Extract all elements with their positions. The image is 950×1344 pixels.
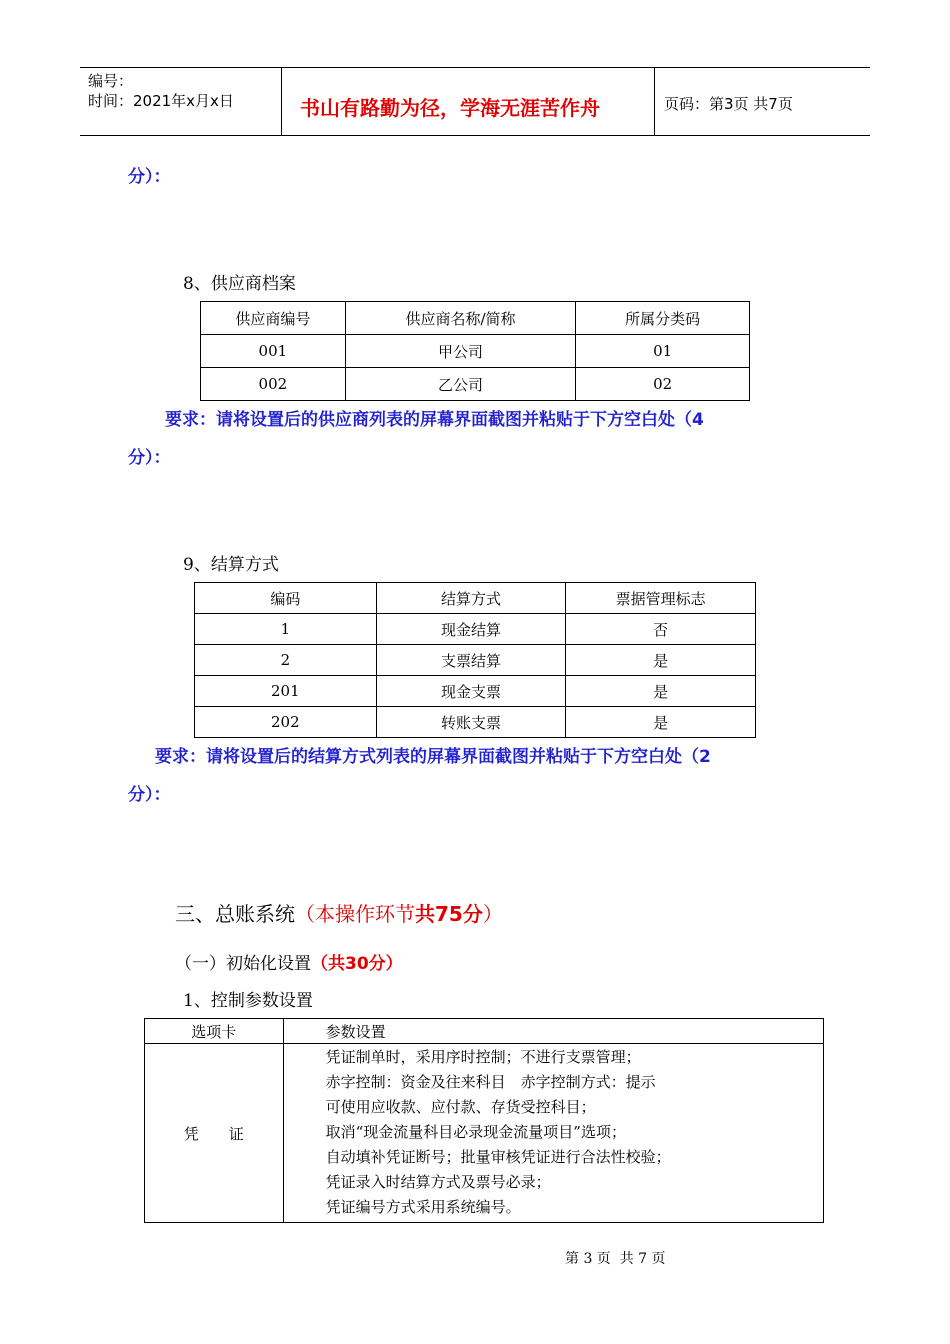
param-line: 凭证录入时结算方式及票号必录； (325, 1173, 551, 1191)
param-line: 凭证编号方式采用系统编号。 (325, 1198, 521, 1216)
table-row (195, 707, 756, 738)
param-line: 赤字控制：资金及往来科目 赤字控制方式：提示 (325, 1073, 656, 1091)
subsection-title-text: （一）初始化设置 (175, 954, 311, 974)
settlement-table (194, 582, 756, 738)
table-header-cell: 编码 (195, 583, 377, 614)
section9-requirement-tail: 分）： (128, 785, 171, 805)
table-row (195, 676, 756, 707)
table-row (201, 368, 750, 401)
header-top-rule (80, 67, 870, 68)
section9-title: 9、结算方式 (183, 555, 279, 575)
table-header-row (145, 1019, 824, 1044)
section3-title-red-open: （本操作环节 (295, 902, 415, 926)
table-cell: 甲公司 (345, 335, 576, 368)
param-line: 取消“现金流量科目必录现金流量项目”选项； (325, 1123, 626, 1141)
header-divider-right (654, 67, 655, 135)
param-line: 凭证制单时，采用序时控制；不进行支票管理； (325, 1048, 641, 1066)
table-header-cell: 结算方式 (376, 583, 566, 614)
table-cell: 是 (566, 707, 756, 738)
header-divider-left (281, 67, 282, 135)
table-cell: 01 (576, 335, 750, 368)
table-cell: 1 (195, 614, 377, 645)
section8-title: 8、供应商档案 (183, 274, 296, 294)
supplier-table (200, 301, 750, 401)
requirement-text: 要求：请将设置后的供应商列表的屏幕界面截图并粘贴于下方空白处（4 (165, 410, 704, 430)
control-params-table (144, 1018, 824, 1223)
table-header-row (201, 302, 750, 335)
table-cell: 201 (195, 676, 377, 707)
table-header-cell: 供应商名称/简称 (345, 302, 576, 335)
section3-title-red-bold: 共75分 (415, 902, 483, 926)
section9-requirement: 要求：请将设置后的结算方式列表的屏幕界面截图并粘贴于下方空白处（2 (155, 747, 711, 767)
table-header-cell: 选项卡 (145, 1019, 284, 1044)
subsection-title (175, 949, 403, 974)
params-cell (283, 1044, 823, 1223)
table-cell: 现金支票 (376, 676, 566, 707)
param-line: 可使用应收款、应付款、存货受控科目； (325, 1098, 596, 1116)
header-bottom-rule (80, 135, 870, 136)
table-cell: 2 (195, 645, 377, 676)
table-cell: 否 (566, 614, 756, 645)
requirement-tail-top: 分）： (128, 167, 171, 187)
header-motto: 书山有路勤为径，学海无涯苦作舟 (300, 96, 600, 120)
header-number-label: 编号： (88, 72, 134, 90)
table-cell: 是 (566, 676, 756, 707)
table-cell: 02 (576, 368, 750, 401)
table-row (195, 614, 756, 645)
param-line: 自动填补凭证断号；批量审核凭证进行合法性校验； (325, 1148, 671, 1166)
header-page-info: 页码：第3页 共7页 (664, 95, 793, 113)
tab-name-cell: 凭 证 (145, 1044, 284, 1223)
table-cell: 支票结算 (376, 645, 566, 676)
table-header-cell: 票据管理标志 (566, 583, 756, 614)
table-row (195, 645, 756, 676)
table-header-cell: 参数设置 (283, 1019, 823, 1044)
table-header-cell: 供应商编号 (201, 302, 346, 335)
table-cell: 202 (195, 707, 377, 738)
section8-requirement-tail: 分）： (128, 448, 171, 468)
subsection-score: （共30分） (311, 954, 403, 974)
table-row (145, 1044, 824, 1223)
header-time-label: 时间：2021年x月x日 (88, 92, 234, 110)
section3-title-red-close: ） (482, 902, 503, 926)
table-cell: 是 (566, 645, 756, 676)
table-cell: 转账支票 (376, 707, 566, 738)
table-cell: 现金结算 (376, 614, 566, 645)
table-cell: 乙公司 (345, 368, 576, 401)
section3-title (175, 898, 503, 927)
table-header-cell: 所属分类码 (576, 302, 750, 335)
table-cell: 001 (201, 335, 346, 368)
table-row (201, 335, 750, 368)
section3-title-text: 三、总账系统 (175, 902, 295, 926)
section8-requirement (165, 405, 704, 430)
table-header-row (195, 583, 756, 614)
table-cell: 002 (201, 368, 346, 401)
page-footer: 第 3 页 共 7 页 (565, 1251, 666, 1267)
control-params-title: 1、控制参数设置 (183, 991, 313, 1011)
